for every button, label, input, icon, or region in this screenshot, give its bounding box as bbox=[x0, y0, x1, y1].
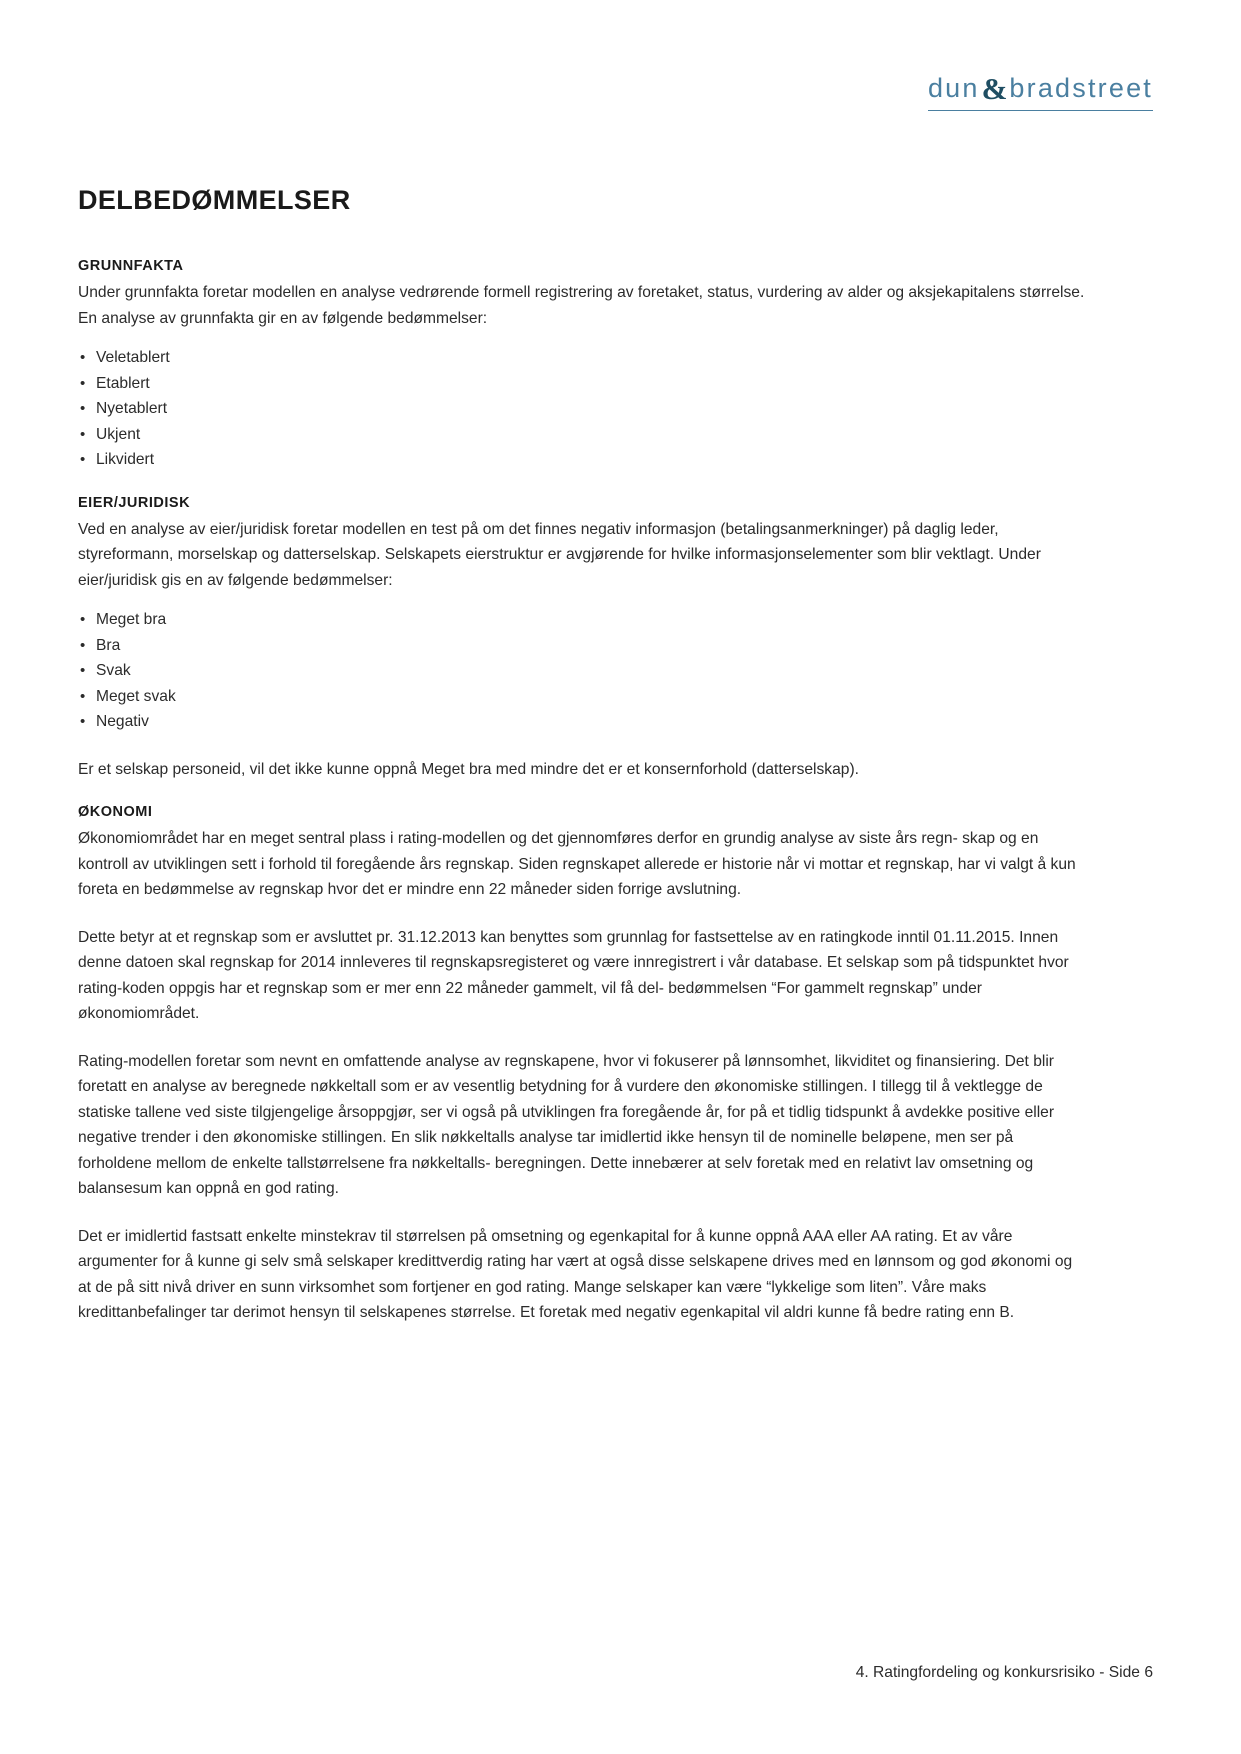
list-item: • Svak bbox=[78, 658, 1088, 684]
section-note-eier-juridisk: Er et selskap personeid, vil det ikke kunne oppnå Meget bra med mindre det er et konsernforhold (datterselskap). bbox=[78, 760, 859, 778]
document-content bbox=[78, 185, 1088, 1348]
section-paragraph-okonomi-1: Økonomiområdet har en meget sentral plass i rating-modellen og det gjennomføres derfor en grundig analyse av siste års regn- skap og en kontroll av utviklingen sett i forhold til foregående års regnskap. Siden regnskapet allerede er historie når vi mottar et regnskap, har vi valgt å kun foreta en bedømmelse av regnskap hvor det er mindre enn 22 måneder siden forrige avslutning. bbox=[78, 830, 1076, 898]
section-intro-grunnfakta: Under grunnfakta foretar modellen en analyse vedrørende formell registrering av foretaket, status, vurdering av alder og aksjekapitalens størrelse. En analyse av grunnfakta gir en av følgende bedømmelser: bbox=[78, 284, 1085, 327]
bullet-list-eier-juridisk bbox=[78, 607, 1088, 735]
logo-underline bbox=[928, 110, 1153, 111]
section-intro-eier-juridisk: Ved en analyse av eier/juridisk foretar modellen en test på om det finnes negativ informasjon (betalingsanmerkninger) på daglig leder, styreformann, morselskap og datterselskap. Selskapets eierstruktur er avgjørende for hvilke informasjonselementer som blir vektlagt. Under eier/juridisk gis en av følgende bedømmelser: bbox=[78, 520, 1041, 589]
section-paragraph-okonomi-3: Rating-modellen foretar som nevnt en omfattende analyse av regnskapene, hvor vi fokuserer på lønnsomhet, likviditet og finansiering. Det blir foretatt en analyse av beregnede nøkkeltall som er av vesentlig betydning for å vurdere den økonomiske stillingen. I tillegg til å vektlegge de statiske tallene ved siste tilgjengelige årsoppgjør, ser vi også på utviklingen fra foregående år, for på et tidlig tidspunkt å avdekke positive eller negative trender i den økonomiske stillingen. En slik nøkkeltalls analyse tar imidlertid ikke hensyn til de nominelle beløpene, men ser på forholdene mellom de enkelte tallstørrelsene fra nøkkeltalls- beregningen. Dette innebærer at selv foretak med en relativt lav omsetning og balansesum kan oppnå en god rating. bbox=[78, 1052, 1055, 1197]
page-title: DELBEDØMMELSER bbox=[78, 185, 351, 215]
list-item: • Etablert bbox=[78, 371, 1088, 397]
list-item: • Negativ bbox=[78, 709, 1088, 735]
list-item: • Bra bbox=[78, 633, 1088, 659]
list-item: • Meget svak bbox=[78, 684, 1088, 710]
section-heading-eier-juridisk: EIER/JURIDISK bbox=[78, 494, 191, 511]
list-item: • Likvidert bbox=[78, 447, 1088, 473]
list-item: • Meget bra bbox=[78, 607, 1088, 633]
section-paragraph-okonomi-2: Dette betyr at et regnskap som er avsluttet pr. 31.12.2013 kan benyttes som grunnlag for fastsettelse av en ratingkode inntil 01.11.2015. Innen denne datoen skal regnskap for 2014 innleveres til regnskapsregisteret og være innregistrert i vår database. Et selskap som på tidspunktet hvor rating-koden oppgis har et regnskap som er mer enn 22 måneder gammelt, vil få del- bedømmelsen “For gammelt regnskap” under økonomiområdet. bbox=[78, 928, 1069, 1022]
page-footer: 4. Ratingfordeling og konkursrisiko - Side 6 bbox=[855, 1664, 1153, 1681]
section-paragraph-okonomi-4: Det er imidlertid fastsatt enkelte minstekrav til størrelsen på omsetning og egenkapital for å kunne oppnå AAA eller AA rating. Et av våre argumenter for å kunne gi selv små selskaper kredittverdig rating har vært at også disse selskapene drives med en lønnsom og god økonomi og at de på sitt nivå driver en sunn virksomhet som fortjener en god rating. Mange selskaper kan være “lykkelige som liten”. Våre maks kredittanbefalinger tar derimot hensyn til selskapenes størrelse. Et foretak med negativ egenkapital vil aldri kunne få bedre rating enn B. bbox=[78, 1227, 1073, 1321]
section-heading-grunnfakta: GRUNNFAKTA bbox=[78, 258, 184, 274]
list-item: • Veletablert bbox=[78, 345, 1088, 371]
list-item: • Nyetablert bbox=[78, 396, 1088, 422]
dun-bradstreet-logo bbox=[928, 68, 1153, 108]
logo-ampersand-icon: & bbox=[981, 71, 1008, 106]
logo-text-dun: dun bbox=[927, 72, 980, 103]
logo-text-bradstreet: bradstreet bbox=[1009, 72, 1153, 103]
list-item: • Ukjent bbox=[78, 422, 1088, 448]
bullet-list-grunnfakta bbox=[78, 345, 1088, 473]
section-heading-okonomi: ØKONOMI bbox=[78, 804, 153, 820]
